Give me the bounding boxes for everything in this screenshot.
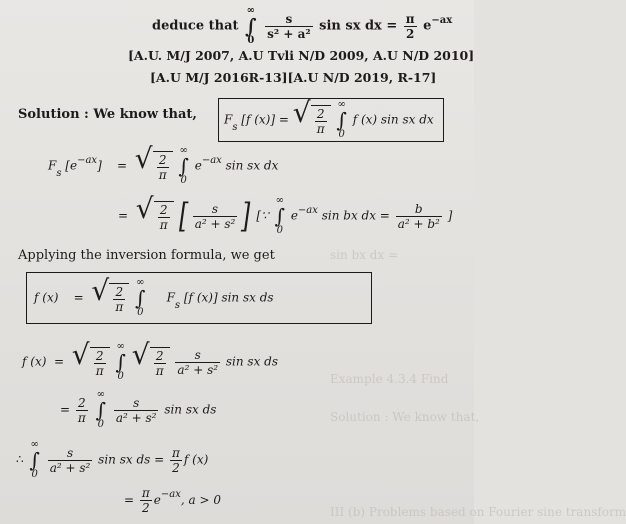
show-through-text: Example 4.3.4 Find [330, 372, 449, 386]
integral-sign: ∞ ∫ 0 [245, 5, 257, 46]
two-over-pi: $\frac{2}{\pi}$ [77, 395, 86, 425]
fs-of-exponential: $F_s$ $[e^{-ax}]$ = √ $\frac{2}{\pi}$ ∞ ∫ 0 $e^{-ax}$ sin sx dx [48, 141, 279, 186]
inversion-formula: f (x) = √ $\frac{2}{\pi}$ ∞ ∫ 0 $F_s$ [f (x)] sin sx ds [34, 273, 274, 318]
show-through-text: sin bx dx = [330, 248, 399, 262]
fx-expansion: f (x) = √ $\frac{2}{\pi}$ ∞ ∫ 0 √ $\frac{2}{\pi}$ $\frac{s}{\text{a² + s²}}$ sin sx ds [22, 337, 278, 382]
s-over-a2-plus-s2: $\frac{s}{\text{a² + s²}}$ [177, 347, 219, 377]
fourier-sine-definition: $F_s$ [f (x)] = √ $\frac{2}{\pi}$ ∞ ∫ 0 f (x) sin sx dx [224, 95, 434, 140]
therefore-line: ∴ ∞ ∫ 0 $\frac{s}{\text{a² + s²}}$ sin sx ds = $\frac{\pi}{2}$ f (x) [16, 439, 209, 480]
inversion-text: Applying the inversion formula, we get [18, 248, 275, 263]
s-over-a2-plus-s2: $\frac{s}{\text{a² + s²}}$ [115, 395, 157, 425]
reference-line-2: [A.U M/J 2016R-13][A.U N/D 2019, R-17] [150, 70, 437, 85]
fx-simplified: = $\frac{2}{\pi}$ ∞ ∫ 0 $\frac{s}{\text{a² + s²}}$ sin sx ds [60, 389, 217, 430]
reference-line-1: [A.U. M/J 2007, A.U Tvli N/D 2009, A.U N/D 2010] [128, 48, 475, 63]
sqrt-two-over-pi: √ $\frac{2}{\pi}$ [293, 105, 331, 136]
final-result: = $\frac{\pi}{2}$ $e^{-ax}$, a > 0 [124, 486, 221, 515]
sqrt-two-over-pi: √ $\frac{2}{\pi}$ [132, 347, 170, 378]
integral-sign: ∞ ∫ 0 [336, 99, 347, 140]
sqrt-two-over-pi: √ $\frac{2}{\pi}$ [135, 151, 173, 182]
b-over-a2-plus-b2: $\frac{b}{\text{a² + b²}}$ [397, 201, 440, 231]
pi-over-two: $\frac{\pi}{2}$ [141, 486, 150, 515]
show-through-text: III (b) Problems based on Fourier sine transform [330, 505, 626, 519]
deduce-prefix: deduce that [152, 18, 239, 34]
integral-sign: ∞ ∫ 0 [178, 145, 189, 186]
fs-result-line: = √ $\frac{2}{\pi}$ [ $\frac{s}{\text{a² + s²}}$ ] [∵ ∞ ∫ 0 $e^{-ax}$ sin bx dx = $\frac{b}{\text{a² + b²}}$ ] [118, 191, 453, 236]
deduce-integrand: sin sx dx [319, 18, 382, 34]
sqrt-two-over-pi: √ $\frac{2}{\pi}$ [72, 347, 110, 378]
deduce-statement: deduce that ∞ ∫ 0 $\frac{s}{\text{s² + a²}}$ sin sx dx = $\frac{\pi}{2}$ $e^{-ax}$ [152, 5, 453, 46]
solution-label: Solution : We know that, [18, 107, 197, 122]
deduce-rhs-fraction: $\frac{\pi}{2}$ [405, 11, 415, 41]
s-over-a2-plus-s2: $\frac{s}{\text{a² + s²}}$ [194, 201, 236, 231]
s-over-a2-plus-s2: $\frac{s}{\text{a² + s²}}$ [49, 445, 91, 475]
sqrt-two-over-pi: √ $\frac{2}{\pi}$ [91, 283, 129, 314]
show-through-text: Solution : We know that, [330, 410, 480, 424]
deduce-fraction: $\frac{s}{\text{s² + a²}}$ [267, 11, 311, 41]
integral-sign: ∞ ∫ 0 [274, 195, 285, 236]
integral-sign: ∞ ∫ 0 [29, 439, 40, 480]
integral-sign: ∞ ∫ 0 [95, 389, 107, 430]
pi-over-two: $\frac{\pi}{2}$ [172, 445, 180, 475]
integral-sign: ∞ ∫ 0 [115, 341, 126, 382]
integral-sign: ∞ ∫ 0 [135, 277, 146, 318]
sqrt-two-over-pi: √ $\frac{2}{\pi}$ [136, 201, 174, 232]
